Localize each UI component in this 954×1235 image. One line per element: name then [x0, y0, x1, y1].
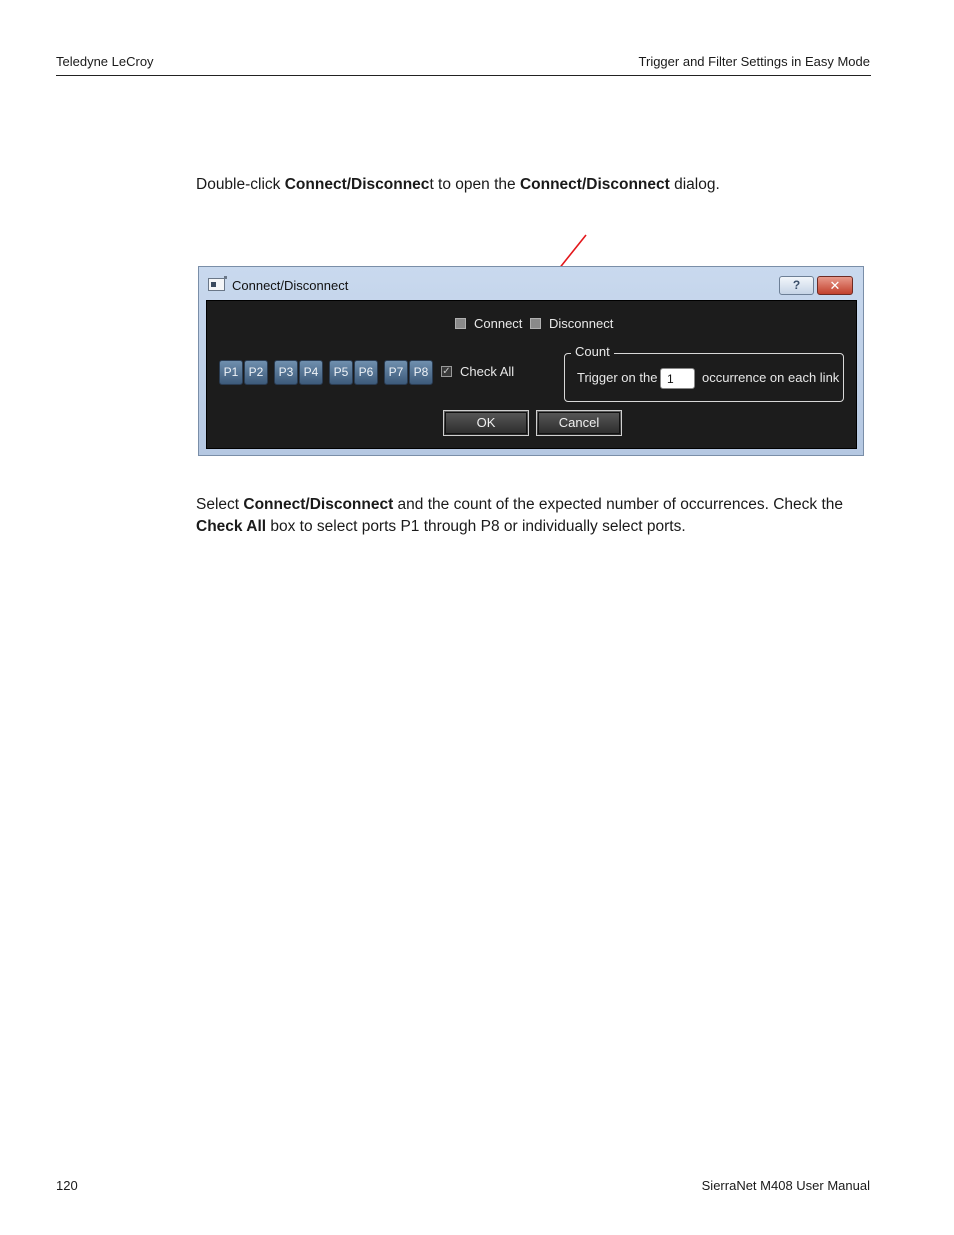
- p2-text-e: box to select ports P1 through P8 or individually select ports.: [266, 518, 686, 535]
- p2-text-c: and the count of the expected number of occurrences. Check the: [393, 496, 844, 513]
- intro-paragraph: [196, 174, 871, 196]
- dialog-titlebar[interactable]: [199, 267, 863, 300]
- count-prefix-label: Trigger on the: [577, 370, 658, 385]
- port-button-p1[interactable]: P1: [219, 360, 243, 385]
- header-left-text: Teledyne LeCroy: [56, 54, 154, 69]
- connect-label: Connect: [474, 316, 523, 331]
- help-button[interactable]: ?: [779, 276, 814, 295]
- count-suffix-label: occurrence on each link: [702, 370, 840, 385]
- count-legend: Count: [571, 344, 614, 359]
- occurrence-count-input[interactable]: 1: [660, 368, 695, 389]
- p2-text-a: Select: [196, 496, 244, 513]
- close-button[interactable]: ✕: [817, 276, 853, 295]
- port-button-p2[interactable]: P2: [244, 360, 268, 385]
- dialog-title: Connect/Disconnect: [232, 278, 349, 293]
- ok-button[interactable]: OK: [443, 410, 529, 436]
- port-button-p7[interactable]: P7: [384, 360, 408, 385]
- disconnect-checkbox[interactable]: [530, 318, 541, 329]
- p1-bold-b: Connect/Disconnec: [284, 176, 430, 193]
- connect-disconnect-dialog: [198, 266, 864, 456]
- p2-bold-b: Connect/Disconnect: [243, 496, 394, 513]
- page-number: 120: [56, 1178, 78, 1193]
- p2-bold-d: Check All: [196, 518, 267, 535]
- header-right-text: Trigger and Filter Settings in Easy Mode: [638, 54, 870, 69]
- p1-text-c: t to open the: [429, 176, 520, 193]
- p1-text-e: dialog.: [669, 176, 720, 193]
- p1-text-a: Double-click: [196, 176, 285, 193]
- port-button-p3[interactable]: P3: [274, 360, 298, 385]
- footer-manual-title: SierraNet M408 User Manual: [701, 1178, 870, 1193]
- port-button-p8[interactable]: P8: [409, 360, 433, 385]
- port-button-p4[interactable]: P4: [299, 360, 323, 385]
- port-button-p6[interactable]: P6: [354, 360, 378, 385]
- connect-checkbox[interactable]: [455, 318, 466, 329]
- port-button-p5[interactable]: P5: [329, 360, 353, 385]
- dialog-client-area: [206, 300, 857, 449]
- p1-bold-d: Connect/Disconnect: [519, 176, 670, 193]
- check-all-label: Check All: [460, 364, 515, 379]
- disconnect-label: Disconnect: [549, 316, 614, 331]
- count-groupbox: [564, 344, 844, 402]
- cancel-button[interactable]: Cancel: [536, 410, 622, 436]
- instructions-paragraph: [196, 494, 871, 538]
- check-all-checkbox[interactable]: ✓: [442, 366, 451, 377]
- app-window-icon: [208, 278, 225, 291]
- header-rule: [56, 75, 871, 76]
